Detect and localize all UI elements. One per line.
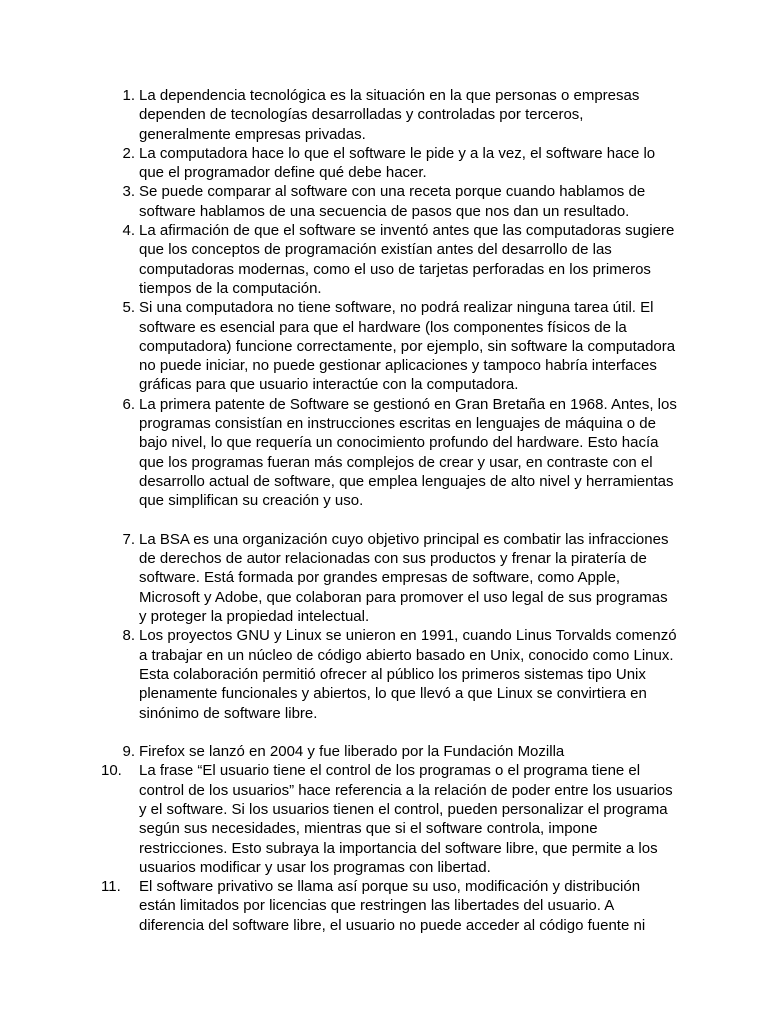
list-item: [105, 182, 677, 221]
list-number: 3.: [122, 183, 135, 201]
list-text: Si una computadora no tiene software, no podrá realizar ninguna tarea útil. El software es esencial para que el hardware (los componentes físicos de la computadora) funcione correctamente, por ejemplo, sin software la computadora no puede iniciar, no puede gestionar aplicaciones y tampoco habría interfaces gráficas para que usuario interactúe con la computadora.: [139, 299, 676, 394]
list-number: 1.: [122, 87, 135, 104]
list-item: [105, 395, 677, 511]
list-item: [105, 144, 677, 183]
list-number: 9.: [122, 743, 135, 761]
list-number: 11.: [101, 878, 121, 896]
list-text: La primera patente de Software se gestionó en Gran Bretaña en 1968. Antes, los programas consistían en instrucciones escritas en lenguajes de máquina o de bajo nivel, lo que requería un conocimiento profundo del hardware. Esto hacía que los programas fueran más complejos de crear y usar, en contraste con el desarrollo actual de software, que emplea lenguajes de alto nivel y herramientas que simplifican su creación y uso.: [139, 395, 677, 510]
list-number: 2.: [122, 144, 135, 162]
list-item: [101, 761, 677, 877]
list-number: 10.: [101, 762, 122, 780]
list-text: La frase “El usuario tiene el control de los programas o el programa tiene el control de los usuarios” hace referencia a la relación de poder entre los usuarios y el software. Si los usuarios tienen el control, pueden personalizar el programa según sus necesidades, mientras que si el software controla, impone restricciones. Esto subraya la importancia del software libre, que permite a los usuarios modificar y usar los programas con libertad.: [139, 762, 673, 876]
list-item: [101, 877, 677, 935]
list-item: [105, 86, 677, 144]
list-number: 6.: [122, 395, 135, 413]
list-text: La computadora hace lo que el software le pide y a la vez, el software hace lo que el programador define qué debe hacer.: [139, 144, 656, 182]
list-number: 4.: [122, 222, 135, 240]
list-number: 7.: [122, 530, 135, 548]
list-text: La dependencia tecnológica es la situación en la que personas o empresas dependen de tecnologías desarrolladas y controladas por terceros, generalmente empresas privadas.: [139, 87, 640, 143]
list-item: [105, 530, 677, 626]
list-text: La afirmación de que el software se inventó antes que las computadoras sugiere que los conceptos de programación existían antes del desarrollo de las computadoras modernas, como el uso de tarjetas perforadas en los primeros tiempos de la computación.: [139, 222, 675, 297]
list-text: Firefox se lanzó en 2004 y fue liberado por la Fundación Mozilla: [139, 743, 565, 761]
list-text: La BSA es una organización cuyo objetivo principal es combatir las infracciones de derechos de autor relacionadas con sus productos y frenar la piratería de software. Está formada por grandes empresas de software, como Apple, Microsoft y Adobe, que colaboran para promover el uso legal de sus programas y proteger la propiedad intelectual.: [139, 530, 669, 626]
list-text: Los proyectos GNU y Linux se unieron en 1991, cuando Linus Torvalds comenzó a trabajar en un núcleo de código abierto basado en Unix, conocido como Linux. Esta colaboración permitió ofrecer al público los primeros sistemas tipo Unix plenamente funcionales y abiertos, lo que llevó a que Linux se convirtiera en sinónimo de software libre.: [139, 627, 677, 722]
list-item: [105, 742, 677, 761]
list-item: [105, 298, 677, 394]
list-item: [105, 626, 677, 722]
list-item: [105, 221, 677, 298]
list-text: Se puede comparar al software con una receta porque cuando hablamos de software hablamos de una secuencia de pasos que nos dan un resultado.: [139, 183, 646, 220]
numbered-list: [101, 86, 677, 935]
list-text: El software privativo se llama así porque su uso, modificación y distribución están limitados por licencias que restringen las libertades del usuario. A diferencia del software libre, el usuario no puede acceder al código fuente ni: [139, 878, 646, 934]
list-number: 5.: [122, 299, 135, 317]
list-number: 8.: [122, 627, 135, 645]
